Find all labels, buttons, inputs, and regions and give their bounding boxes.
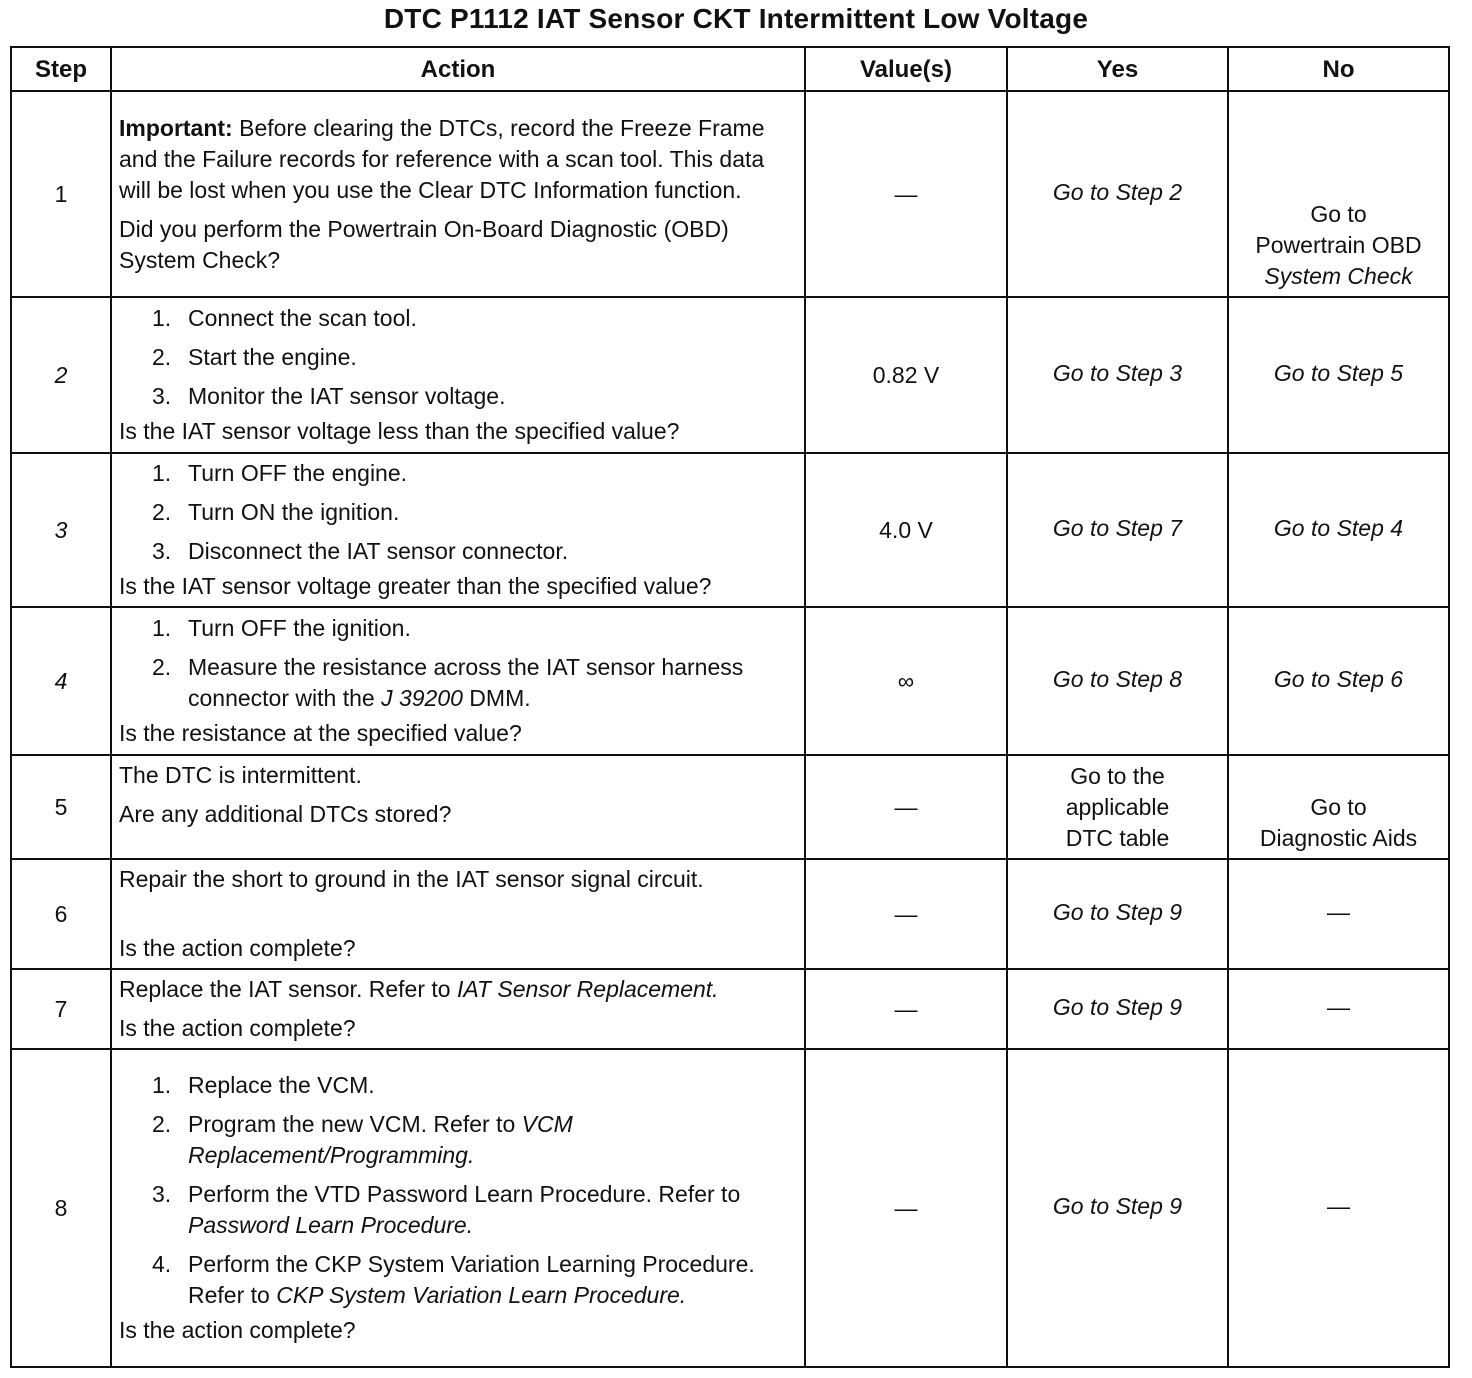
yes-line: Go to the [1070, 762, 1165, 789]
tool-reference: J 39200 [381, 685, 463, 711]
no-cell: — [1228, 969, 1449, 1049]
list-item: 1. Replace the VCM. [152, 1072, 375, 1098]
table-row [11, 607, 1449, 755]
step-number: 8 [11, 1049, 111, 1367]
list-item: 1. Turn OFF the engine. [152, 460, 408, 486]
action-question: Is the IAT sensor voltage less than the specified value? [119, 418, 680, 444]
no-line: Powertrain OBD [1255, 232, 1422, 258]
value-cell: ∞ [805, 607, 1007, 755]
action-question: Are any additional DTCs stored? [119, 801, 452, 827]
value-cell: — [805, 859, 1007, 969]
step-number: 2 [11, 297, 111, 453]
no-line: Go to [1310, 201, 1367, 227]
no-cell: Go to Step 4 [1228, 453, 1449, 607]
no-line: Diagnostic Aids [1259, 825, 1418, 851]
action-statement: Replace the IAT sensor. Refer to IAT Sensor Replacement. [119, 976, 719, 1002]
header-no: No [1228, 47, 1449, 91]
list-item: 2. Program the new VCM. Refer to VCM Replacement/Programming. [152, 1111, 573, 1168]
important-note [119, 113, 798, 206]
no-cell [1228, 91, 1449, 297]
reference-link: CKP System Variation Learn Procedure. [276, 1282, 687, 1308]
action-cell [111, 1049, 805, 1367]
value-cell: — [805, 1049, 1007, 1367]
step-number: 4 [11, 607, 111, 755]
yes-cell: Go to Step 3 [1007, 297, 1228, 453]
list-item: 3. Perform the VTD Password Learn Procedure. Refer to Password Learn Procedure. [152, 1181, 741, 1238]
list-item: 3. Monitor the IAT sensor voltage. [152, 383, 506, 409]
value-cell: — [805, 91, 1007, 297]
list-item: 1. Turn OFF the ignition. [152, 615, 411, 641]
important-text: Before clearing the DTCs, record the Freeze Frame and the Failure records for reference with a scan tool. This data will be lost when you use the Clear DTC Information function. [119, 114, 765, 203]
document-title: DTC P1112 IAT Sensor CKT Intermittent Low Voltage [383, 3, 1089, 34]
action-question: Is the action complete? [119, 1317, 356, 1343]
reference-link: IAT Sensor Replacement. [456, 976, 719, 1002]
yes-cell: Go to Step 9 [1007, 859, 1228, 969]
diagnostic-table [10, 46, 1450, 1368]
list-item: 3. Disconnect the IAT sensor connector. [152, 538, 569, 564]
action-question: Is the action complete? [119, 935, 356, 961]
action-statement: The DTC is intermittent. [119, 762, 362, 788]
list-item: 1. Connect the scan tool. [152, 305, 417, 331]
substep-list [119, 613, 798, 714]
no-cell: — [1228, 1049, 1449, 1367]
substep-list [119, 458, 798, 567]
table-row [11, 755, 1449, 859]
list-item: 2. Start the engine. [152, 344, 357, 370]
substep-list [119, 303, 798, 412]
value-cell: — [805, 969, 1007, 1049]
table-row [11, 91, 1449, 297]
step-number: 3 [11, 453, 111, 607]
value-cell: 0.82 V [805, 297, 1007, 453]
header-action: Action [111, 47, 805, 91]
reference-link: Password Learn Procedure. [188, 1212, 474, 1238]
table-row [11, 1049, 1449, 1367]
table-header-row [11, 47, 1449, 91]
step-number: 6 [11, 859, 111, 969]
no-cell [1228, 755, 1449, 859]
table-row [11, 297, 1449, 453]
list-item: 2. Measure the resistance across the IAT sensor harness connector with the J 39200 DMM. [152, 654, 744, 711]
action-statement: Repair the short to ground in the IAT sensor signal circuit. [119, 866, 704, 892]
header-step: Step [11, 47, 111, 91]
no-cell: — [1228, 859, 1449, 969]
action-cell [111, 297, 805, 453]
action-cell [111, 91, 805, 297]
list-item: 2. Turn ON the ignition. [152, 499, 400, 525]
step-number: 5 [11, 755, 111, 859]
yes-cell: Go to Step 9 [1007, 969, 1228, 1049]
action-cell [111, 607, 805, 755]
action-question: Is the resistance at the specified value? [119, 720, 522, 746]
important-label: Important: [119, 114, 233, 141]
value-cell: — [805, 755, 1007, 859]
no-cell: Go to Step 5 [1228, 297, 1449, 453]
table-row [11, 859, 1449, 969]
action-cell [111, 453, 805, 607]
list-item: 4. Perform the CKP System Variation Learning Procedure. Refer to CKP System Variation Learn Procedure. [152, 1251, 755, 1308]
yes-line: DTC table [1065, 824, 1170, 851]
header-values: Value(s) [805, 47, 1007, 91]
yes-cell: Go to Step 9 [1007, 1049, 1228, 1367]
header-yes: Yes [1007, 47, 1228, 91]
yes-line: applicable [1065, 793, 1170, 820]
action-question: Is the IAT sensor voltage greater than the specified value? [119, 573, 712, 599]
table-row [11, 969, 1449, 1049]
action-cell [111, 969, 805, 1049]
yes-cell: Go to Step 7 [1007, 453, 1228, 607]
value-cell: 4.0 V [805, 453, 1007, 607]
table-row [11, 453, 1449, 607]
step-number: 7 [11, 969, 111, 1049]
action-cell [111, 755, 805, 859]
action-cell [111, 859, 805, 969]
no-line: System Check [1264, 263, 1413, 289]
yes-cell: Go to Step 2 [1007, 91, 1228, 297]
no-line: Go to [1310, 794, 1367, 820]
action-question: Is the action complete? [119, 1015, 356, 1041]
no-cell: Go to Step 6 [1228, 607, 1449, 755]
action-question: Did you perform the Powertrain On-Board Diagnostic (OBD) System Check? [119, 215, 729, 273]
step-number: 1 [11, 91, 111, 297]
yes-cell: Go to Step 8 [1007, 607, 1228, 755]
reference-link: VCM Replacement/Programming. [188, 1111, 573, 1168]
yes-cell [1007, 755, 1228, 859]
substep-list [119, 1070, 798, 1311]
